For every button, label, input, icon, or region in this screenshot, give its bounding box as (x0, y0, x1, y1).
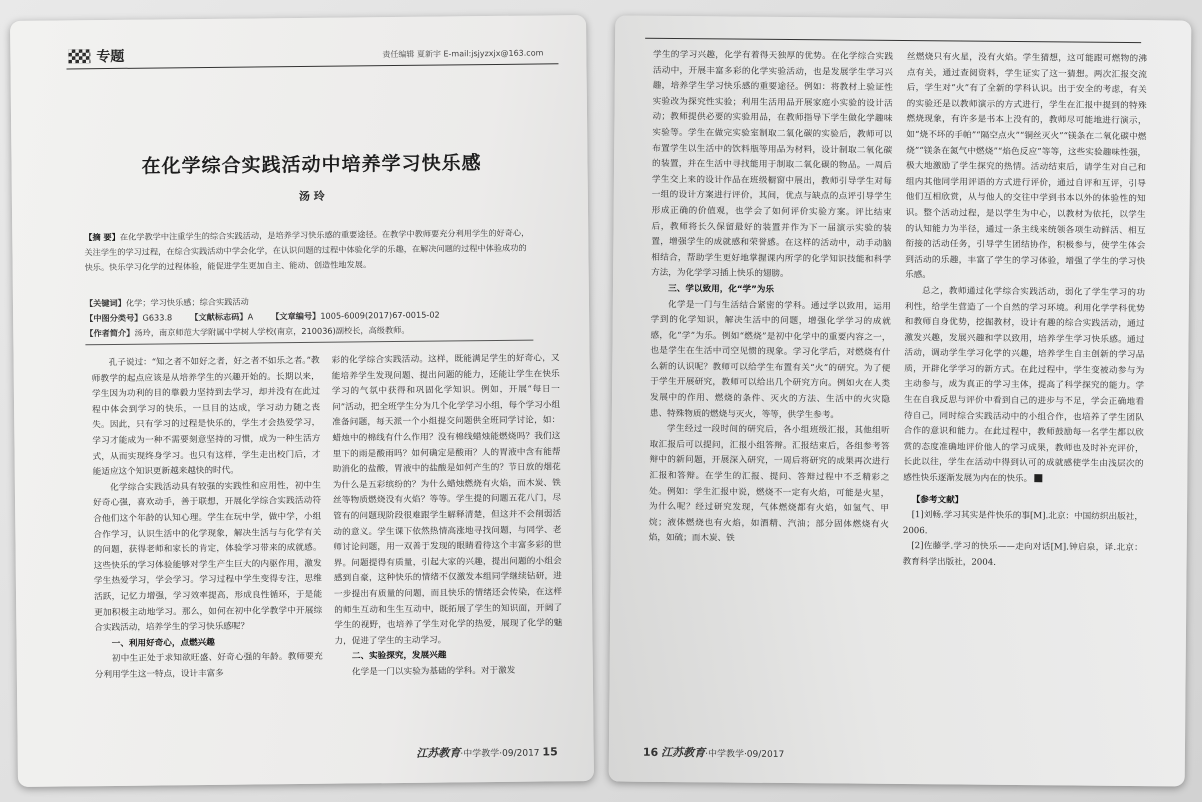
paragraph: 化学是一门以实验为基础的学科。对于激发 (351, 665, 516, 678)
clc-label: 【中图分类号】 (85, 312, 143, 324)
header-divider (645, 38, 1141, 43)
paragraph (903, 284, 1145, 489)
journal-page-right (609, 16, 1192, 787)
keywords-label: 【关键词】 (84, 297, 126, 309)
article-no-value: 1005-6009(2017)67-0015-02 (320, 309, 440, 321)
page-number: 16 (642, 745, 659, 759)
paragraph: 彩的化学综合实践活动。这样，既能满足学生的好奇心，又能培养学生发现问题、提出问题的能力，还能让学生在快乐学习的气氛中获得和巩固化学知识。例如，开展“每日一问”活动，把全班学生分为几个化学学习小组，每个学习小组准备问题，每天派一个小组提交问题供全班同学讨论，如：蜡烛中的棉线有什么作用？没有棉线蜡烛能燃烧吗？我们这里下的雨是酸雨吗？如何确定是酸雨？人的胃液中含有能帮助消化的盐酸，胃液中的盐酸是如何产生的？节日放的烟花为什么是五彩缤纷的？为什么蜡烛燃烧有火焰，而木炭、铁丝等物质燃烧没有火焰？等等。学生提的问题五花八门，尽管有的问题现阶段很难跟学生解释清楚，但这并不会削弱活动的意义。学生课下依然热情高涨地寻找问题，与同学、老师讨论问题，用一双善于发现的眼睛看待这个丰富多彩的世界。问题提得有质量，引起大家的兴趣，提出问题的小组会感到自豪，这种快乐的情绪不仅激发本组同学继续钻研，进一步提出有质量的问题，而且快乐的情绪还会传染，在这样的师生互动和生生互动中，既拓展了学生的知识面，开阔了学生的视野，也培养了学生对化学的热爱，展现了化学的魅力，促进了学生的主动学习。 (331, 353, 563, 647)
section-heading-1: 一、利用好奇心，点燃兴趣 (111, 637, 215, 649)
references (903, 493, 1144, 573)
page-number: 15 (542, 745, 558, 759)
body-column-1 (92, 354, 324, 748)
column-tag-label: 专题 (96, 48, 125, 66)
body-column-3 (647, 48, 893, 754)
paragraph: 学生的学习兴趣，化学有着得天独厚的优势。在化学综合实践活动中，开展丰富多彩的化学实验活动，也是发展学生学习兴趣，培养学生学习快乐感的重要途径。例如：将教材上验证性实验改为探究性实验；利用生活用品开展家庭小实验的设计活动；教师提供必要的实验用品，在教师指导下学生做化学趣味实验等。学生在做完实验室制取二氧化碳的实验后，教师可以布置学生以生活中的饮料瓶等用品为材料，设计制取二氧化碳的装置，并在生活中寻找能用于制取二氧化碳的物品。一周后学生交上来的设计作品在班级橱窗中展出，教师引导学生对每一组的设计方案进行评价，其间，优点与缺点的点评引导学生形成正确的价值观，也学会了如何评价实验方案。评比结束后，教师将长久保留最好的装置并作为下一届演示实验的装置，增强学生的成就感和荣誉感。在这样的活动中，动手动脑相结合，帮助学生更好地掌握课内所学的化学知识技能和科学方法，为化学学习插上快乐的翅膀。 (651, 49, 894, 280)
author-bio-label: 【作者简介】 (85, 327, 135, 339)
doc-code-label: 【文献标志码】 (190, 311, 248, 323)
checker-logo-icon (68, 49, 90, 63)
reference-item: [2]佐藤学.学习的快乐——走向对话[M].钟启泉，译.北京：教育科学出版社，2004. (902, 541, 1143, 568)
paragraph: 学生经过一段时间的研究后，各小组班级汇报，其他组听取汇报后可以提问，汇报小组答辩。汇报结束后，各组参考答辩中的新问题，开展深入研究，一周后将研究的成果再次进行汇报和答辩。在学生的汇报、提问、答辩过程中不乏精彩之处。例如：学生汇报中说，燃烧不一定有火焰，可能是火星，为什么呢？经过研究发现，气体燃烧都有火焰，如氢气、甲烷；液体燃烧也有火焰，如酒精、汽油；部分固体燃烧有火焰，如硫；而木炭、铁 (648, 424, 890, 544)
references-heading: 【参考文献】 (911, 494, 964, 506)
body-column-4 (901, 50, 1147, 756)
clc-value: G633.8 (142, 312, 173, 323)
reference-item: [1]刘畅.学习其实是件快乐的事[M].北京：中国纺织出版社，2006. (902, 510, 1144, 537)
end-mark-icon (1034, 474, 1042, 482)
article-title: 在化学综合实践活动中培养学习快乐感 (141, 152, 482, 178)
section-heading-3: 三、学以致用，化“学”为乐 (668, 283, 775, 295)
page-footer-right (643, 744, 784, 761)
column-tag (68, 46, 124, 67)
keywords-value: 化学；学习快乐感；综合实践活动 (125, 296, 249, 308)
article-no-label: 【文章编号】 (271, 310, 321, 322)
paragraph: 丝燃烧只有火星，没有火焰。学生猜想，这可能跟可燃物的沸点有关，通过查阅资料，学生证实了这一猜想。两次汇报交流后，学生对“火”有了全新的学科认识。出于安全的考虑，有关的实验还是以教师演示的方式进行，学生在汇报中提到的特殊燃烧现象，有许多是书本上没有的，教师尽可能地进行演示，如“烧不坏的手帕”“隔空点火”“铜丝灭火”“镁条在二氧化碳中燃烧”“镁条在氮气中燃烧”“焰色反应”等等，这些实验趣味性强，极大地激励了学生探究的热情。活动结束后，请学生对自己和组内其他同学用评语的方式进行评价，通过自评和互评，引导他们互相欣赏，从与他人的交往中学到书本以外的体验性的知识。整个活动过程，是以学生为中心，以教材为依托，以学生的认知能力为半径，通过一条主线来统领各项生动鲜活、相互衔接的活动任务，引导学生团结协作，积极参与，使学生体会到活动的乐趣，丰富了学生的学习体验，增强了学生的学习快乐感。 (905, 52, 1148, 281)
footer-issue: ·中学教学·09/2017 (460, 748, 540, 760)
footer-issue: ·中学教学·09/2017 (705, 749, 785, 761)
journal-name: 江苏教育 (416, 746, 461, 760)
section-heading-2: 二、实验探究，发展兴趣 (351, 650, 447, 662)
author-bio-value: 汤玲，南京师范大学附属中学树人学校(南京，210036)副校长，高级教师。 (134, 324, 410, 338)
journal-page-left (10, 15, 594, 787)
journal-name: 江苏教育 (661, 745, 706, 760)
paragraph: 孔子说过：“知之者不如好之者，好之者不如乐之者。”教师教学的起点应该是从培养学生的兴趣开始的。长期以来，学生因为功利的目的靠毅力坚持到去学习，却并没有在此过程中体会到学习的快乐，一旦目的达成，学习动力随之丧失。因此，只有学习的过程是快乐的，学生才会热爱学习，学习才能成为一种不需要刻意坚持的习惯，成为一种生活方式，从而实现终身学习。也只有这样，学生走出校门后，才能适应这个知识更新越来越快的时代。 (91, 355, 321, 478)
page-footer-left (416, 743, 557, 760)
conclusion-text: 总之，教师通过化学综合实践活动，弱化了学生学习的功利性，给学生营造了一个自然的学习环境。利用化学学科优势和教师自身优势，挖掘教材，设计有趣的综合实践活动，通过激发兴趣，发展兴趣和学以致用，培养学生学习快乐感。通过活动，调动学生学习化学的兴趣，培养学生自主创新的学习品质，开辟化学学习的新方式。在此过程中，学生变被动参与为主动参与，成为真正的学习主体，提高了科学探究的能力。学生在自我反思与评价中看到自己的进步与不足，学会正确地看待自己，同时综合实践活动中的小组合作，也培养了学生团队合作的意识和能力。在此过程中，教师鼓励每一名学生都以欣赏的态度准确地评价他人的学习成果，教师也及时补充评价，长此以往，学生在活动中得到认可的成就感使学生由浅层次的感性快乐逐渐发展为内在的快乐。 (903, 286, 1145, 485)
header-divider (67, 63, 559, 69)
paragraph: 初中生正处于求知欲旺盛、好奇心强的年龄。教师要充分利用学生这一特点，设计丰富多 (94, 652, 323, 681)
abstract (84, 226, 532, 276)
editor-line: 责任编辑 夏新宇 E-mail:jsjyzxjx@163.com (382, 48, 544, 60)
paragraph: 化学是一门与生活结合紧密的学科。通过学以致用，运用学到的化学知识，解决生活中的问题，增强化学学习的成就感，化“学”为乐。例如“燃烧”是初中化学中的重要内容之一，也是学生在生活中司空见惯的现象。学习化学后，对燃烧有什么新的认识呢？教师可以给学生布置有关“火”的研究。为了便于学生开展研究，教师可以给出几个研究方向。例如火在人类发展中的作用、燃烧的条件、灭火的方法、生活中的火灾隐患、特殊物质的燃烧与灭火，等等，供学生参考。 (649, 299, 891, 421)
article-author: 汤 玲 (298, 189, 325, 204)
doc-code-value: A (247, 311, 254, 322)
body-column-2 (332, 351, 564, 745)
article-metadata (85, 292, 533, 342)
abstract-label: 【摘 要】 (84, 231, 120, 243)
abstract-text: 在化学教学中注重学生的综合实践活动，是培养学习快乐感的重要途径。在教学中教师要充分利用学生的好奇心，关注学生的学习过程，在综合实践活动中学会化学，在认识问题的过程中体验化学的乐趣，在解决问题的过程中体验成功的快乐。快乐学习化学的过程体验，能促进学生更加自主、能动、创造性地发展。 (84, 227, 530, 273)
paragraph: 化学综合实践活动具有较强的实践性和应用性，初中生好奇心强，喜欢动手，善于联想，开展化学综合实践活动符合他们这个年龄的认知心理。学生在玩中学，做中学，小组合作学习，认识生活中的化学现象，解决生活与与化学有关的问题，获得老师和家长的肯定，体验学习带来的成就感。这些快乐的学习体验能够对学生产生巨大的内驱作用，激发学生热爱学习，学会学习。学习过程中学生变得专注，思维活跃，记忆力增强，学习效率提高，形成良性循环，于是能更加积极主动地学习。那么，如何在初中化学教学中开展综合实践活动，培养学生的学习快乐感呢？ (93, 480, 323, 634)
